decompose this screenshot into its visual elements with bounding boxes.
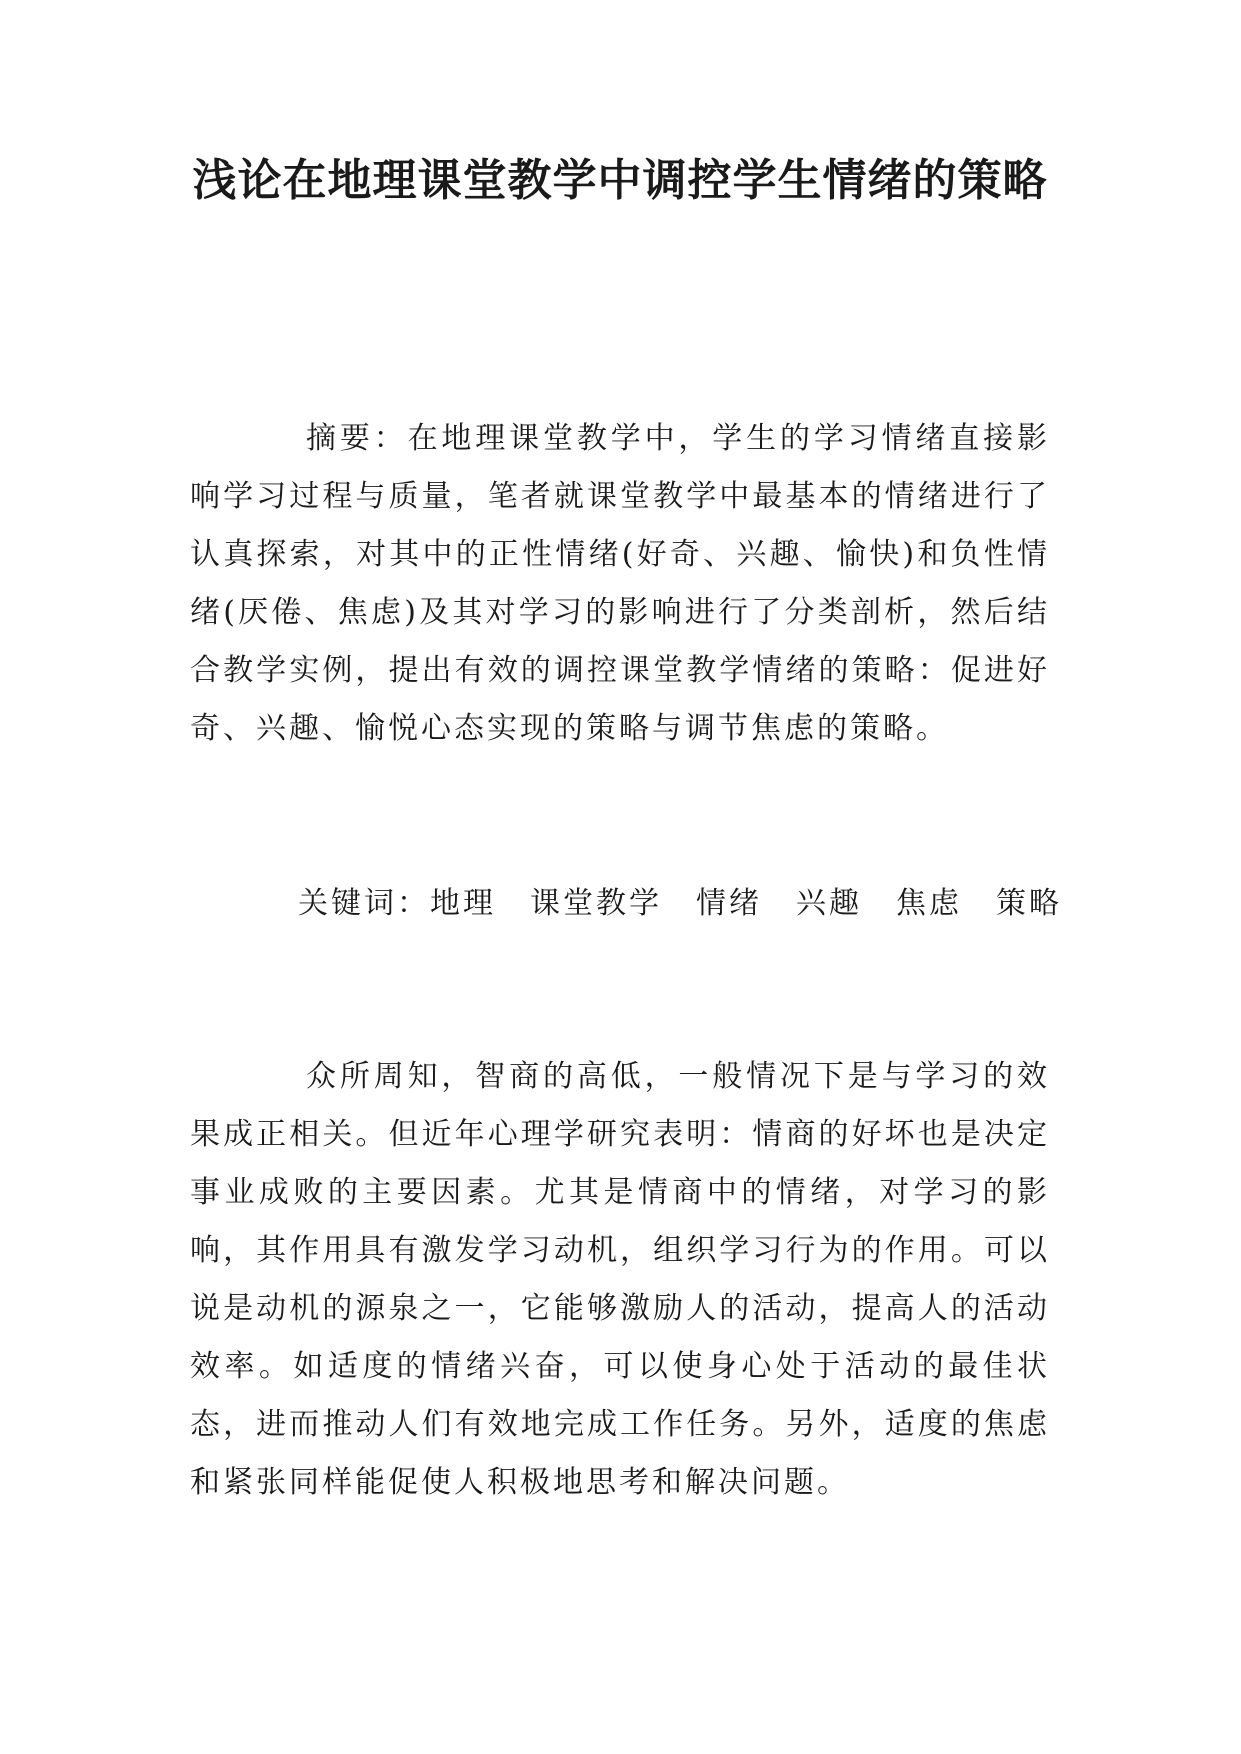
intro-paragraph: 众所周知，智商的高低，一般情况下是与学习的效果成正相关。但近年心理学研究表明：情商的好坏也是决定事业成败的主要因素。尤其是情商中的情绪，对学习的影响，其作用具有激发学习动机，组织学习行为的作用。可以说是动机的源泉之一，它能够激励人的活动，提高人的活动效率。如适度的情绪兴奋，可以使身心处于活动的最佳状态，进而推动人们有效地完成工作任务。另外，适度的焦虑和紧张同样能促使人积极地思考和解决问题。 [190, 1059, 1050, 1500]
keywords-label: 关键词： [298, 886, 430, 921]
document-title: 浅论在地理课堂教学中调控学生情绪的策略 [192, 155, 1048, 206]
keyword: 兴趣 [796, 886, 862, 921]
keyword: 策略 [996, 886, 1062, 921]
keyword: 焦虑 [896, 886, 962, 921]
keyword: 地理 [430, 886, 496, 921]
keyword: 情绪 [696, 886, 762, 921]
abstract-paragraph: 摘要：在地理课堂教学中，学生的学习情绪直接影响学习过程与质量，笔者就课堂教学中最基本的情绪进行了认真探索，对其中的正性情绪(好奇、兴趣、愉快)和负性情绪(厌倦、焦虑)及其对学习的影响进行了分类剖析，然后结合教学实例，提出有效的调控课堂教学情绪的策略：促进好奇、兴趣、愉悦心态实现的策略与调节焦虑的策略。 [190, 421, 1050, 746]
keyword: 课堂教学 [530, 886, 662, 921]
keywords-line [190, 875, 1062, 933]
